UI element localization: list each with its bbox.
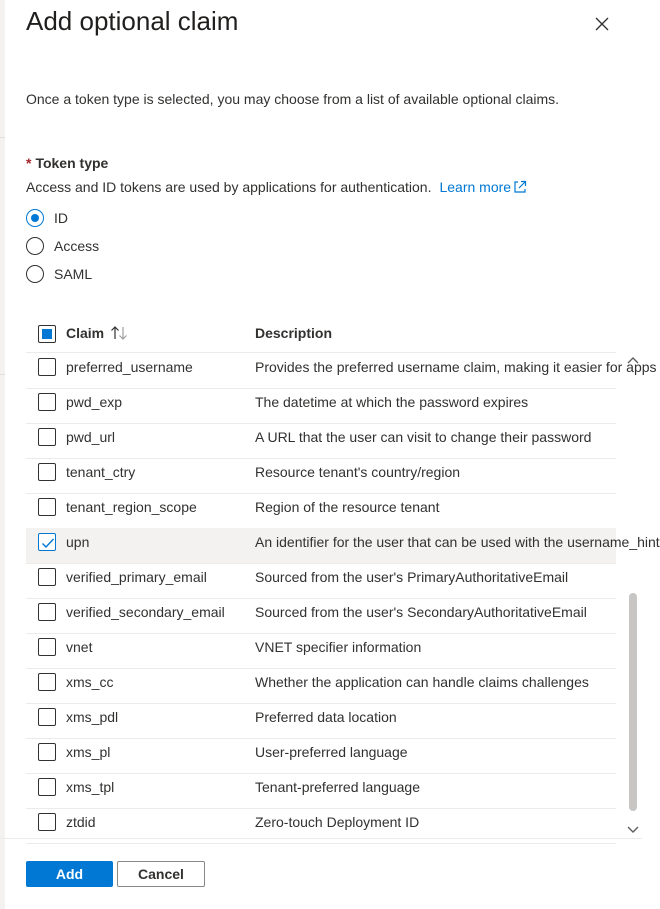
claim-name: upn [66,534,90,550]
row-checkbox[interactable] [38,673,56,691]
panel-title: Add optional claim [26,6,239,36]
table-row[interactable] [26,493,616,529]
table-row[interactable] [26,633,616,669]
table-row[interactable] [26,423,616,459]
row-checkbox[interactable] [38,393,56,411]
claim-description: A URL that the user can visit to change their password [255,429,592,445]
claim-name: xms_pdl [66,709,119,725]
claim-name: verified_primary_email [66,569,207,585]
background-panel-strip [0,0,5,909]
claim-description: Sourced from the user's PrimaryAuthoritativeEmail [255,569,569,585]
add-button[interactable]: Add [26,861,113,887]
intro-text: Once a token type is selected, you may choose from a list of available optional claims. [26,91,560,107]
claim-description: Zero-touch Deployment ID [255,814,420,830]
claim-name: vnet [66,639,93,655]
checkmark-icon [39,534,57,552]
table-row[interactable] [26,703,616,739]
claim-name: verified_secondary_email [66,604,225,620]
row-checkbox[interactable] [38,813,56,831]
claim-name: xms_cc [66,674,114,690]
token-type-help [26,179,527,195]
close-button[interactable] [588,10,616,38]
row-checkbox[interactable] [38,463,56,481]
table-row[interactable] [26,668,616,704]
claim-column-header[interactable]: Claim [66,325,105,341]
row-checkbox[interactable] [38,708,56,726]
required-marker: * [26,155,32,171]
claim-description: VNET specifier information [255,639,422,655]
claim-description: An identifier for the user that can be used with the username_hint [255,534,660,550]
row-checkbox[interactable] [38,428,56,446]
claim-description: Whether the application can handle claims challenges [255,674,589,690]
grid-header [26,315,616,353]
radio-id[interactable] [26,207,68,229]
claim-name: xms_pl [66,744,111,760]
claim-name: pwd_url [66,429,116,445]
token-type-label-text: Token type [35,155,109,171]
claims-list [26,353,660,837]
claim-description: Region of the resource tenant [255,499,440,515]
strip-divider [0,374,5,375]
claim-name: ztdid [66,814,96,830]
claim-description: User-preferred language [255,744,408,760]
claim-description: Sourced from the user's SecondaryAuthoritativeEmail [255,604,587,620]
claim-description: Preferred data location [255,709,397,725]
radio-saml-label: SAML [54,266,93,282]
table-row-selected[interactable] [26,528,660,564]
table-row[interactable] [26,738,616,774]
row-checkbox[interactable] [38,568,56,586]
table-row[interactable] [26,773,616,809]
learn-more-link[interactable] [439,179,527,195]
claims-grid [26,315,660,837]
row-checkbox[interactable] [38,603,56,621]
row-checkbox[interactable] [38,498,56,516]
claim-description: Resource tenant's country/region [255,464,461,480]
claim-description: The datetime at which the password expires [255,394,529,410]
footer-divider [0,838,642,839]
sort-icon[interactable] [110,325,130,341]
vertical-scrollbar[interactable] [624,353,642,837]
token-type-label [26,155,108,171]
learn-more-text: Learn more [439,179,512,195]
close-icon [588,10,616,38]
claim-description: Tenant-preferred language [255,779,421,795]
row-checkbox[interactable] [38,743,56,761]
table-row[interactable] [26,598,616,634]
description-column-header: Description [255,325,333,341]
radio-button[interactable] [26,237,44,255]
claim-name: tenant_ctry [66,464,136,480]
table-row[interactable] [26,388,616,424]
table-row[interactable] [26,563,616,599]
token-type-help-text: Access and ID tokens are used by applications for authentication. [26,179,432,195]
claim-name: preferred_username [66,359,193,375]
radio-button[interactable] [26,265,44,283]
row-checkbox[interactable] [38,358,56,376]
radio-button-selected[interactable] [26,209,44,227]
table-row[interactable] [26,458,616,494]
claim-name: pwd_exp [66,394,123,410]
radio-access-label: Access [54,238,100,254]
table-row[interactable] [26,353,657,389]
claim-name: xms_tpl [66,779,115,795]
radio-saml[interactable] [26,263,92,285]
radio-id-label: ID [54,210,68,226]
strip-divider [0,137,5,138]
cancel-button[interactable]: Cancel [117,861,205,887]
row-checkbox[interactable] [38,778,56,796]
chevron-up-icon[interactable] [624,353,642,369]
claim-name: tenant_region_scope [66,499,197,515]
external-link-icon [513,180,527,194]
scrollbar-thumb[interactable] [629,593,637,811]
radio-access[interactable] [26,235,99,257]
row-checkbox[interactable] [38,638,56,656]
select-all-checkbox[interactable] [38,325,56,343]
row-checkbox-checked[interactable] [38,533,56,551]
chevron-down-icon[interactable] [624,821,642,837]
claim-description: Provides the preferred username claim, making it easier for apps [255,359,657,375]
